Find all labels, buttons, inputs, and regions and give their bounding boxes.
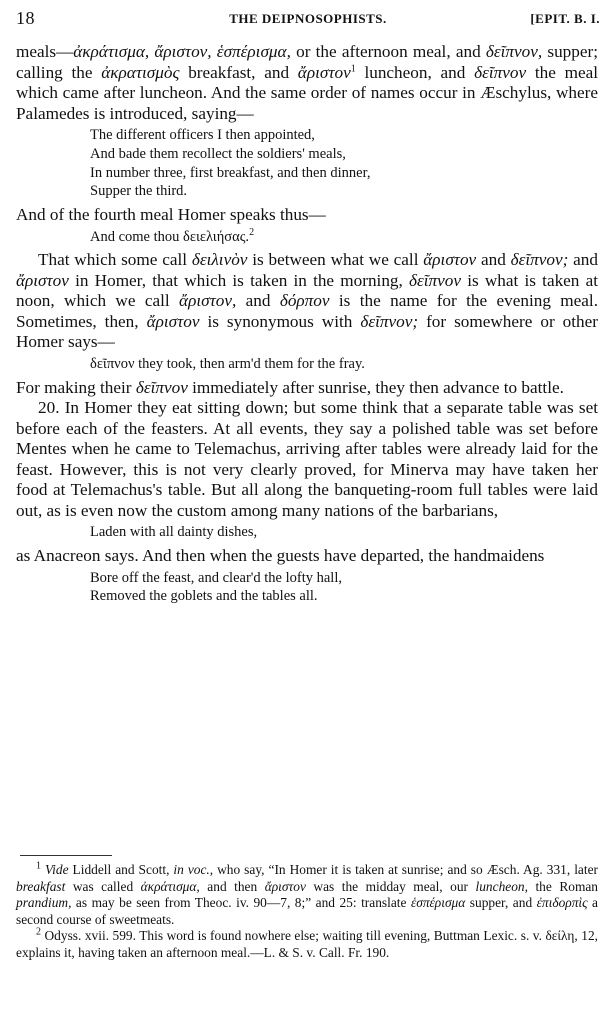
verse-quote: And come thou δειελιήσας.$^2$ (90, 226, 255, 245)
paragraph: And of the fourth meal Homer speaks thus— (16, 205, 326, 225)
verse-quote: δεῖπνον they took, then arm'd them for the fray. (90, 355, 365, 372)
footnote: $^1$ Vide Liddell and Scott, in voc., who say, “In Homer it is taken at sunrise; and so Æsch. Ag. 331, later breakfast was called ἀκράτισμα, and then ἄριστον was the midday meal, our luncheon, the Roman prandium, as may be seen from Theoc. iv. 90—7, 8;” and 25: translate ἑσπέρισμα supper, and ἐπιδορπὶς a second course of sweetmeats. (16, 860, 598, 927)
paragraph: meals—ἀκράτισμα, ἄριστον, ἑσπέρισμα, or the afternoon meal, and δεῖπνον, supper; calling the ἀκρατισμὸς breakfast, and ἄριστον$^1$ luncheon, and δεῖπνον the meal which came after luncheon. And the same order of names occur in Æschylus, where Palamedes is introduced, saying— (16, 42, 599, 123)
footnote-ref[interactable]: 1 (350, 62, 356, 74)
main-text (16, 42, 598, 610)
verse-quote: The different officers I then appointed, And bade them recollect the soldiers' meals, In number three, first breakfast, and then dinner, Supper the third. (90, 127, 371, 200)
paragraph: For making their δεῖπνον immediately after sunrise, they then advance to battle. (16, 377, 564, 397)
section-label: [EPIT. B. I. (530, 11, 600, 26)
paragraph: 20. In Homer they eat sitting down; but some think that a separate table was set before each of the feasters. At all events, they say a polished table was set before Mentes when he came to Telemachus, arriving after tables were already laid for the feast. However, this is not very clearly proved, for Minerva may have taken her food at Telemachus's table. But all along the banqueting-room full tables were laid out, as is even now the custom among many nations of the barbarians, (16, 398, 598, 520)
verse-quote: Bore off the feast, and clear'd the lofty hall, Removed the goblets and the tables all. (90, 569, 342, 605)
paragraph: as Anacreon says. And then when the guests have departed, the handmaidens (16, 546, 545, 566)
footnote: $^2$ Odyss. xvii. 599. This word is found nowhere else; waiting till evening, Buttman Lexic. s. v. δείλη, 12, explains it, having taken an afternoon meal.—L. & S. v. Call. Fr. 190. (16, 926, 598, 960)
page-number: 18 (16, 8, 35, 28)
verse-quote: Laden with all dainty dishes, (90, 524, 258, 541)
footnote-divider (20, 855, 112, 856)
footnote-ref[interactable]: 2 (249, 226, 255, 238)
running-header (16, 8, 600, 32)
paragraph: That which some call δειλινὸν is between what we call ἄριστον and δεῖπνον; and ἄριστον in Homer, that which is taken in the morning, δεῖπνον is what is taken at noon, which we call ἄριστον, and δόρπον is the name for the evening meal. Sometimes, then, ἄριστον is synonymous with δεῖπνον; for somewhere or other Homer says— (16, 250, 598, 352)
footnotes (16, 862, 598, 962)
running-title: THE DEIPNOSOPHISTS. (229, 11, 387, 26)
